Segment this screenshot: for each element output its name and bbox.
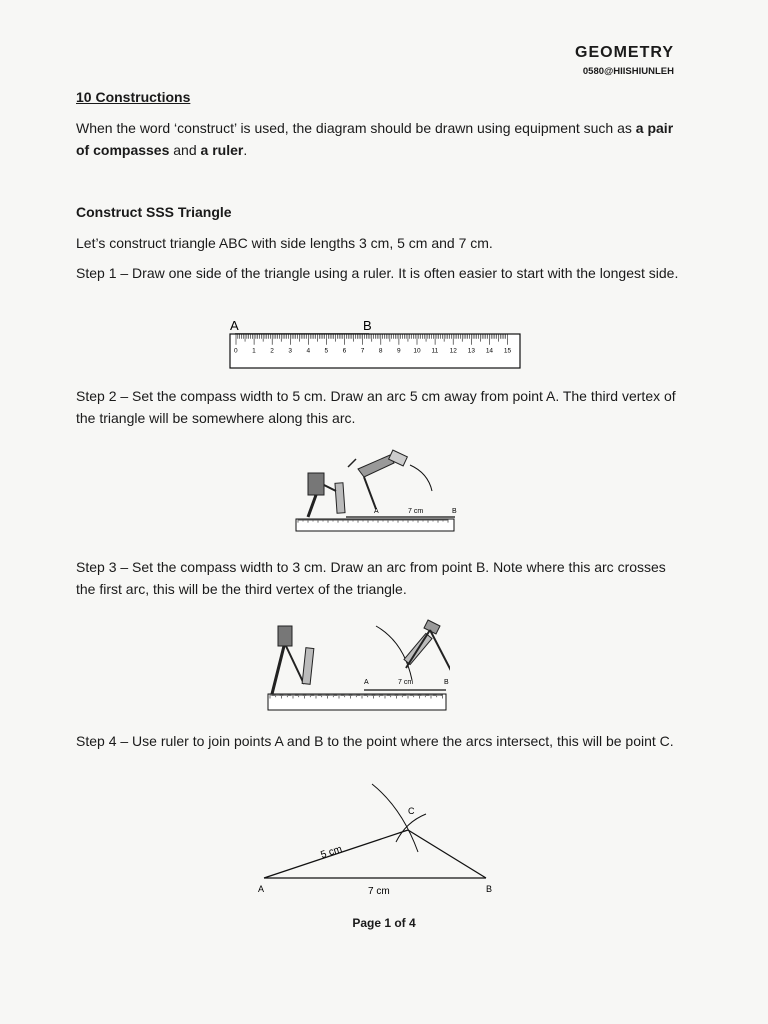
ruler-tick-label: 10 [413, 347, 421, 355]
ruler-figure [226, 316, 526, 374]
ruler-tick-label: 1 [252, 347, 256, 355]
ruler-tick-label: 5 [324, 347, 329, 355]
subsection-heading: Construct SSS Triangle [76, 204, 232, 220]
label-b: B [452, 508, 457, 515]
compass-icon [272, 626, 314, 694]
arc-from-a [410, 465, 432, 491]
intro-bold-ruler: a ruler [200, 142, 244, 158]
triangle-figure [250, 780, 510, 900]
label-length: 7 cm [408, 508, 424, 515]
side-bc [408, 830, 486, 878]
ruler-tick-label: 6 [342, 347, 347, 355]
side-ac-length: 5 cm [319, 843, 344, 861]
label-a: A [364, 679, 369, 686]
subsection-lead: Let’s construct triangle ABC with side lengths 3 cm, 5 cm and 7 cm. [76, 235, 493, 251]
vertex-b-label: B [486, 884, 493, 894]
label-b: B [444, 679, 449, 686]
step-3-text: Step 3 – Set the compass width to 3 cm. Draw an arc from point B. Note where this arc crosses the first arc, this will be the third vertex of the triangle. [76, 559, 666, 597]
ruler-tick-label: 13 [467, 347, 475, 355]
intro-bold-compasses: a pair of compasses [76, 120, 674, 158]
ruler-tick-label: 9 [396, 347, 401, 355]
ruler-tick-label: 11 [431, 347, 439, 355]
arc-from-a [372, 784, 418, 852]
vertex-c-label: C [408, 806, 415, 816]
ruler-tick-label: 4 [306, 347, 311, 355]
intro-text: When the word ‘construct’ is used, the diagram should be drawn using equipment such as [76, 120, 636, 136]
ruler-point-a: A [230, 318, 239, 333]
ruler-tick-label: 12 [449, 347, 457, 355]
intro-text-and: and [169, 142, 201, 158]
arc-from-a [376, 626, 412, 680]
intro-paragraph [76, 117, 686, 161]
ruler-tick-label: 8 [378, 347, 383, 355]
step-4-text: Step 4 – Use ruler to join points A and B to the point where the arcs intersect, this will be point C. [76, 733, 674, 749]
step-2-text: Step 2 – Set the compass width to 5 cm. Draw an arc 5 cm away from point A. The third vertex of the triangle will be somewhere along this arc. [76, 388, 676, 426]
ruler-tick-label: 0 [234, 347, 238, 355]
label-length: 7 cm [398, 679, 414, 686]
vertex-a-label: A [258, 884, 265, 894]
document-title: GEOMETRY [575, 44, 674, 61]
page-number: Page 1 of 4 [352, 916, 416, 930]
compass-arc-b-figure [264, 612, 450, 716]
ruler-tick-label: 15 [503, 347, 512, 355]
compass-arc-a-figure [290, 445, 470, 535]
label-a: A [374, 508, 379, 515]
document-subtitle: 0580@HIISHIUNLEH [582, 66, 674, 77]
step-1-text: Step 1 – Draw one side of the triangle using a ruler. It is often easier to start with the longest side. [76, 265, 679, 281]
ruler-point-b: B [363, 318, 372, 333]
ruler-tick-label: 2 [270, 347, 274, 355]
ruler-body [296, 519, 454, 531]
ruler-tick-label: 7 [360, 347, 365, 355]
compass-icon [308, 450, 407, 517]
ruler-tick-label: 14 [485, 347, 494, 355]
compass-icon [404, 620, 450, 688]
ruler-tick-label: 3 [288, 347, 292, 355]
intro-text-end: . [243, 142, 248, 158]
section-heading: 10 Constructions [76, 89, 191, 105]
side-ab-length: 7 cm [368, 886, 390, 897]
